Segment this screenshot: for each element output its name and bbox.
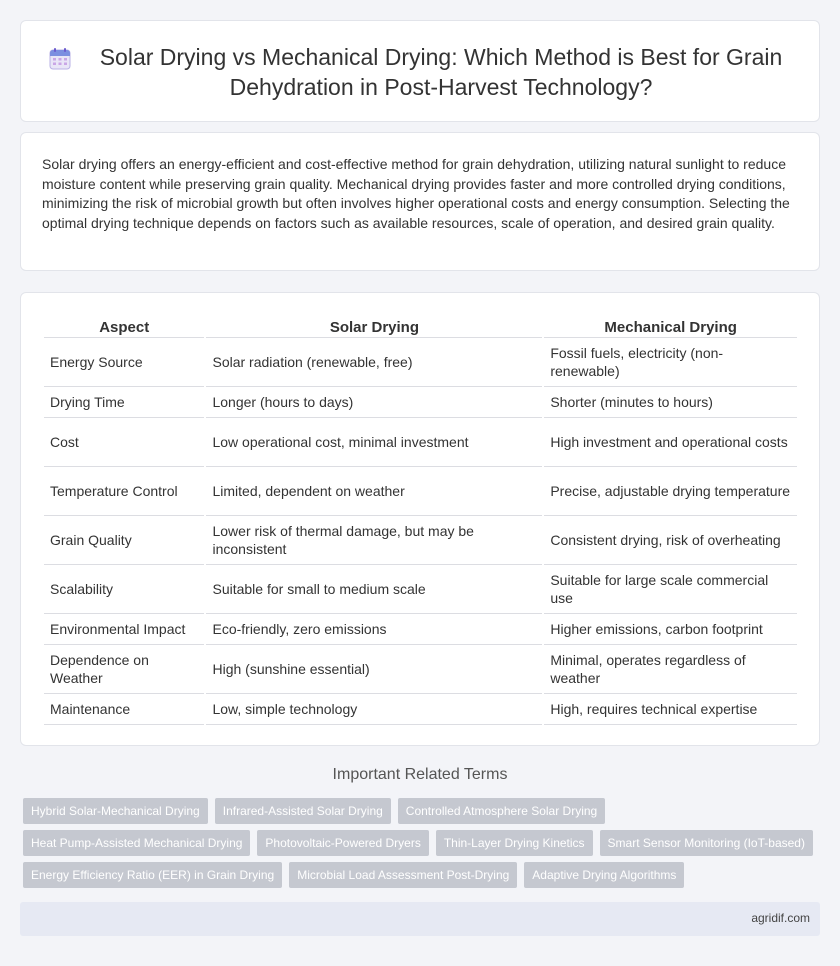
solar-cell: Limited, dependent on weather — [206, 467, 542, 516]
footer-site-link[interactable]: agridif.com — [751, 911, 810, 925]
page-title: Solar Drying vs Mechanical Drying: Which Method is Best for Grain Dehydration in Post-Harvest Technology? — [99, 44, 783, 100]
solar-cell: Eco-friendly, zero emissions — [206, 614, 542, 645]
aspect-cell: Environmental Impact — [44, 614, 204, 645]
related-term-tag[interactable]: Smart Sensor Monitoring (IoT-based) — [600, 830, 813, 856]
table-row — [44, 516, 797, 565]
related-terms-heading: Important Related Terms — [332, 766, 508, 783]
table-row — [44, 565, 797, 614]
aspect-cell: Cost — [44, 418, 204, 467]
intro-card — [20, 132, 820, 271]
aspect-cell: Dependence on Weather — [44, 645, 204, 694]
intro-paragraph: Solar drying offers an energy-efficient and cost-effective method for grain dehydration, utilizing natural sunlight to reduce moisture content while preserving grain quality. Mechanical drying provides faster and more controlled drying conditions, minimizing the risk of microbial growth but often involves higher operational costs and energy consumption. Selecting the optimal drying technique depends on factors such as available resources, scale of operation, and desired grain quality. — [42, 156, 790, 231]
solar-cell: Suitable for small to medium scale — [206, 565, 542, 614]
related-terms-list — [23, 798, 823, 894]
aspect-cell: Energy Source — [44, 338, 204, 387]
solar-cell: Low operational cost, minimal investment — [206, 418, 542, 467]
solar-cell: Solar radiation (renewable, free) — [206, 338, 542, 387]
related-term-tag[interactable]: Heat Pump-Assisted Mechanical Drying — [23, 830, 250, 856]
header-solar-drying: Solar Drying — [206, 315, 542, 338]
comparison-card — [20, 292, 820, 746]
related-term-tag[interactable]: Infrared-Assisted Solar Drying — [215, 798, 391, 824]
table-row — [44, 387, 797, 418]
related-term-tag[interactable]: Microbial Load Assessment Post-Drying — [289, 862, 517, 888]
mechanical-cell: Fossil fuels, electricity (non-renewable) — [544, 338, 797, 387]
related-term-tag[interactable]: Photovoltaic-Powered Dryers — [257, 830, 428, 856]
mechanical-cell: Suitable for large scale commercial use — [544, 565, 797, 614]
mechanical-cell: Shorter (minutes to hours) — [544, 387, 797, 418]
aspect-cell: Maintenance — [44, 694, 204, 725]
solar-cell: High (sunshine essential) — [206, 645, 542, 694]
table-row — [44, 614, 797, 645]
mechanical-cell: Higher emissions, carbon footprint — [544, 614, 797, 645]
table-row — [44, 418, 797, 467]
aspect-cell: Grain Quality — [44, 516, 204, 565]
related-term-tag[interactable]: Controlled Atmosphere Solar Drying — [398, 798, 605, 824]
mechanical-cell: Minimal, operates regardless of weather — [544, 645, 797, 694]
table-row — [44, 694, 797, 725]
related-term-tag[interactable]: Hybrid Solar-Mechanical Drying — [23, 798, 208, 824]
solar-cell: Low, simple technology — [206, 694, 542, 725]
related-term-tag[interactable]: Adaptive Drying Algorithms — [524, 862, 684, 888]
mechanical-cell: Precise, adjustable drying temperature — [544, 467, 797, 516]
aspect-cell: Drying Time — [44, 387, 204, 418]
table-row — [44, 645, 797, 694]
aspect-cell: Scalability — [44, 565, 204, 614]
table-row — [44, 338, 797, 387]
mechanical-cell: Consistent drying, risk of overheating — [544, 516, 797, 565]
footer — [20, 902, 820, 936]
mechanical-cell: High, requires technical expertise — [544, 694, 797, 725]
related-term-tag[interactable]: Thin-Layer Drying Kinetics — [436, 830, 593, 856]
comparison-table — [42, 315, 799, 725]
header-mechanical-drying: Mechanical Drying — [544, 315, 797, 338]
solar-cell: Longer (hours to days) — [206, 387, 542, 418]
title-card — [20, 20, 820, 122]
related-term-tag[interactable]: Energy Efficiency Ratio (EER) in Grain Drying — [23, 862, 282, 888]
solar-cell: Lower risk of thermal damage, but may be inconsistent — [206, 516, 542, 565]
aspect-cell: Temperature Control — [44, 467, 204, 516]
table-row — [44, 467, 797, 516]
mechanical-cell: High investment and operational costs — [544, 418, 797, 467]
header-aspect: Aspect — [44, 315, 204, 338]
